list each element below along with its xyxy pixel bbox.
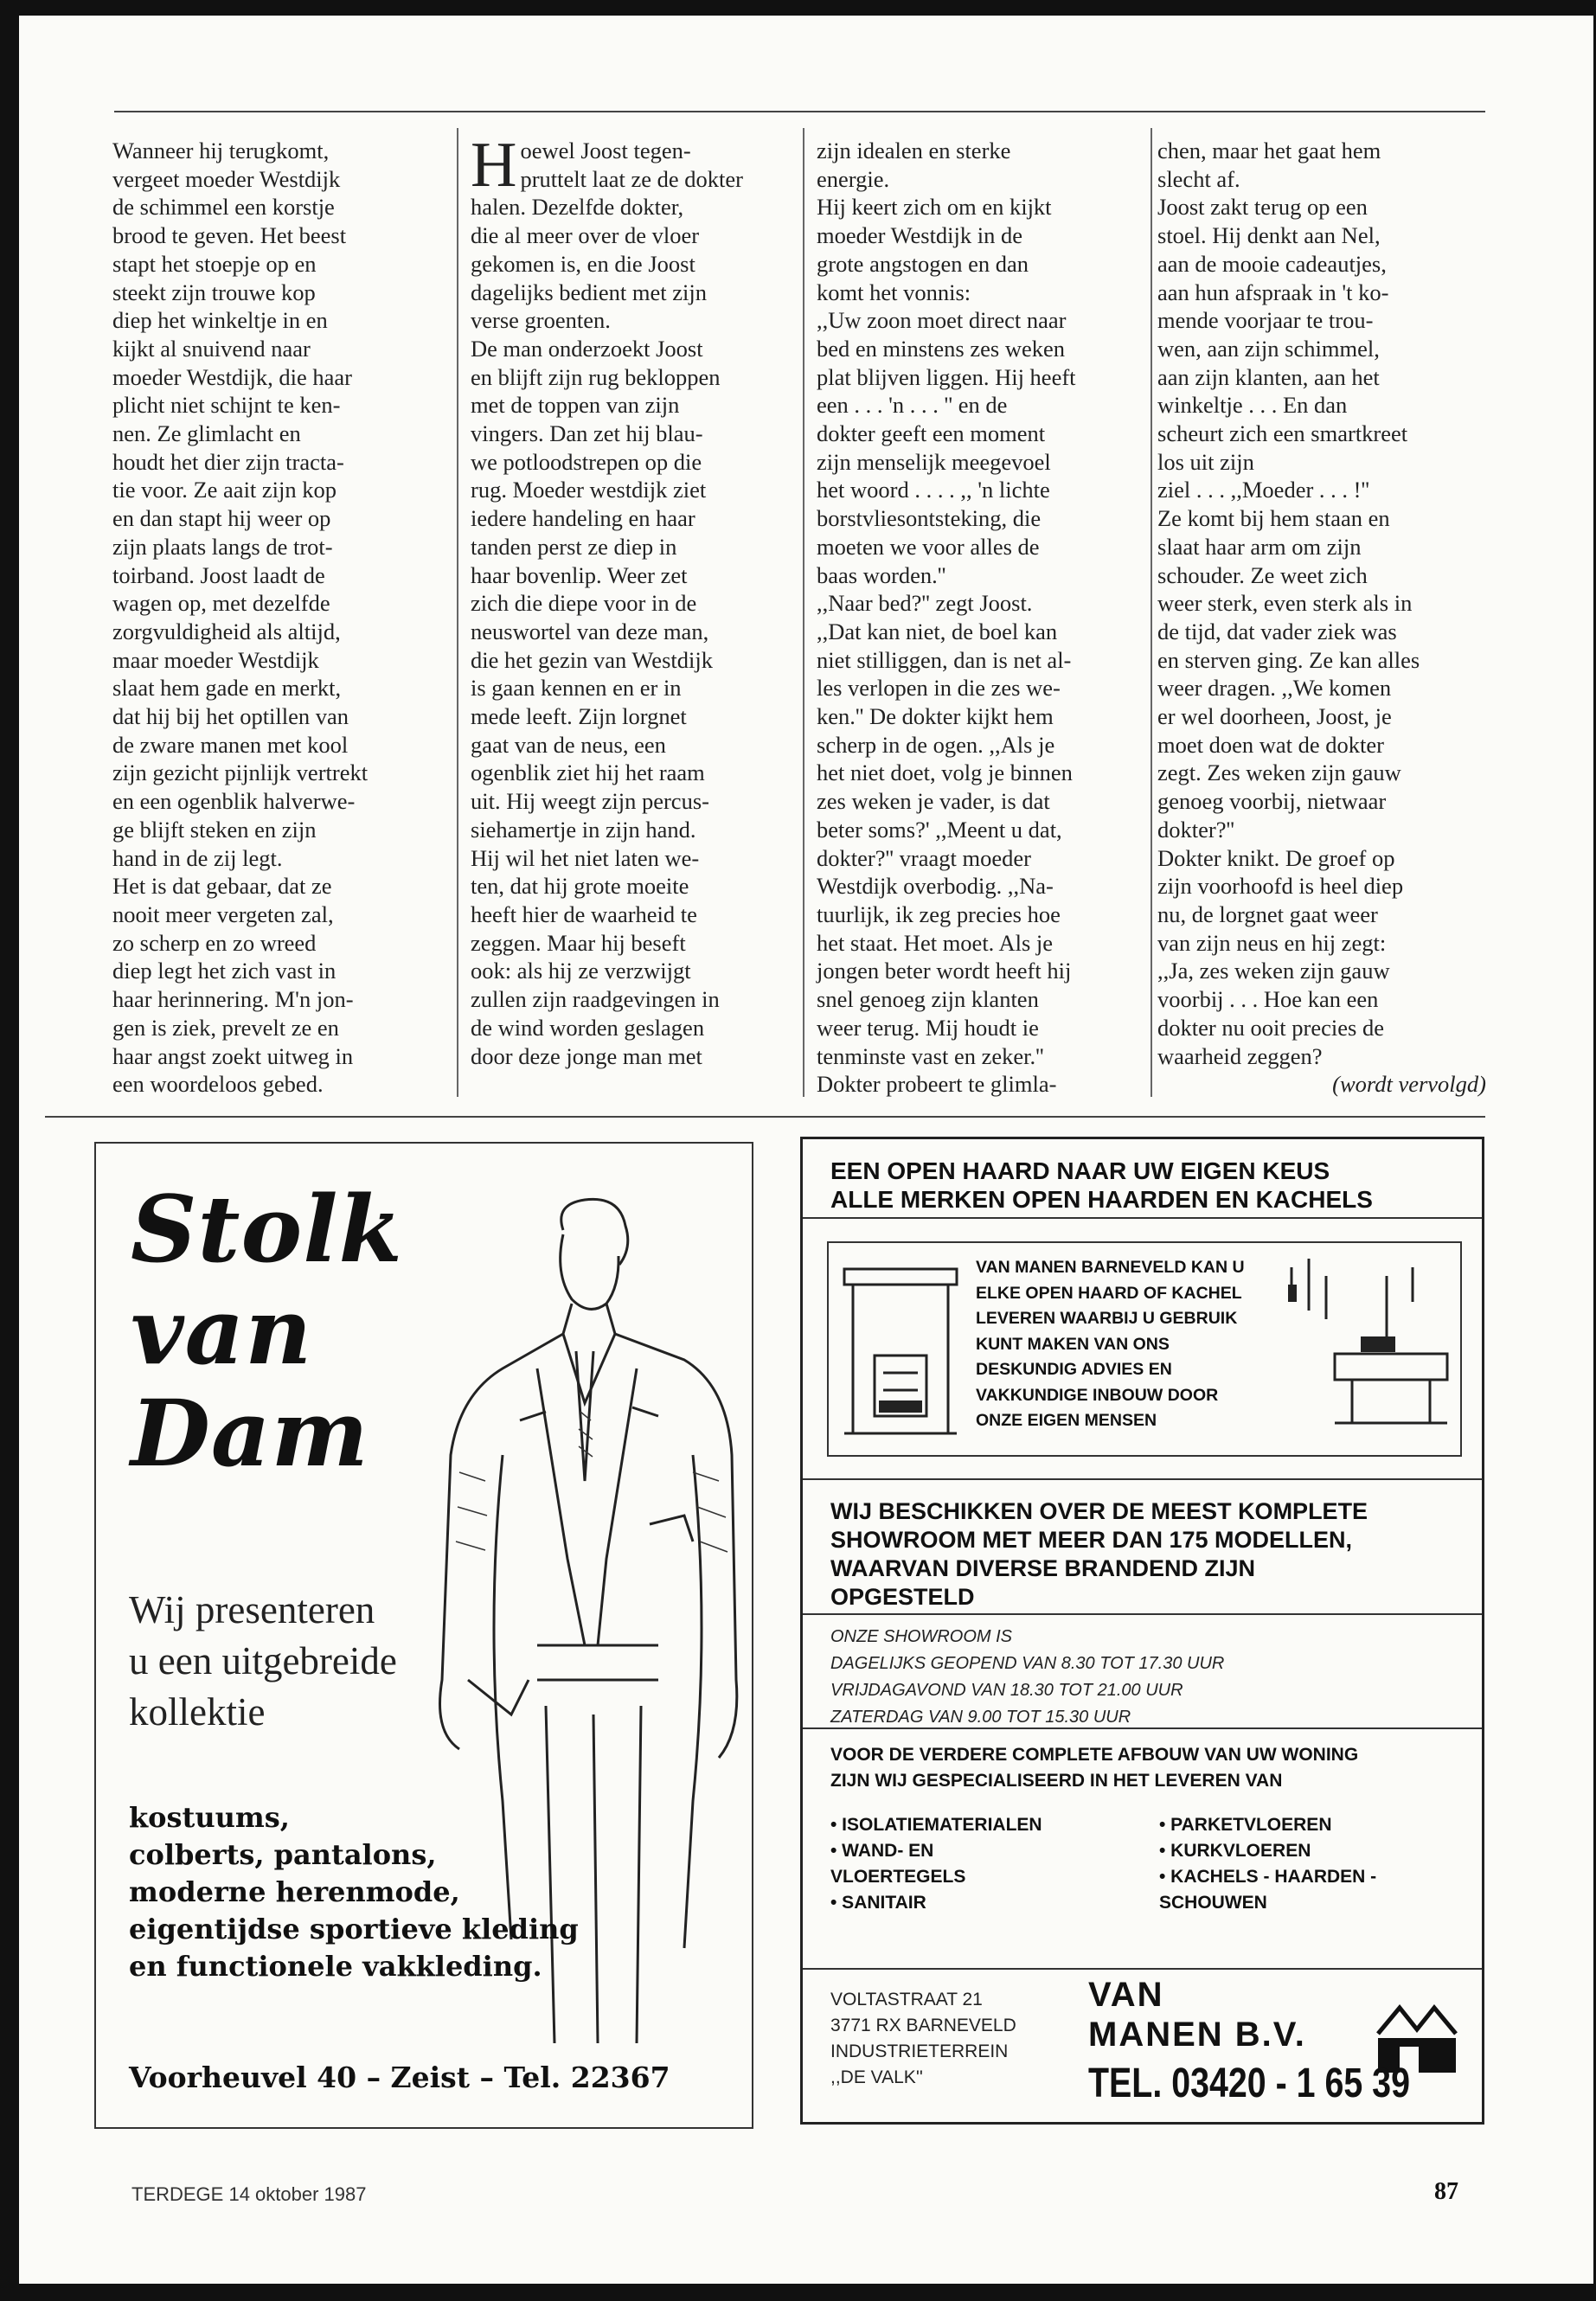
column-2-opening — [471, 130, 799, 201]
showroom-text — [830, 1497, 1368, 1612]
text-line: scheurt zich een smartkreet — [1157, 420, 1408, 447]
text-line: energie. — [817, 165, 890, 192]
text-line: met de toppen van zijn — [471, 392, 680, 419]
headline — [830, 1157, 1373, 1214]
text-line: ,,Ja, zes weken zijn gauw — [1157, 958, 1390, 984]
text-line: door deze jonge man met — [471, 1042, 702, 1069]
drop-cap: H — [471, 130, 517, 201]
text-line: nen. Ze glimlacht en — [112, 420, 301, 447]
services-line: VOOR DE VERDERE COMPLETE AFBOUW VAN UW WONING — [830, 1745, 1359, 1765]
magazine-page — [19, 16, 1593, 2284]
intro-line: u een uitgebreide — [129, 1639, 397, 1682]
text-line: nooit meer vergeten zal, — [112, 901, 334, 927]
service-item: • SANITAIR — [830, 1893, 926, 1913]
hours-line: DAGELIJKS GEOPEND VAN 8.30 TOT 17.30 UUR — [830, 1654, 1225, 1673]
text-line: wagen op, met dezelfde — [112, 590, 330, 617]
product-line: colberts, pantalons, — [129, 1838, 437, 1871]
text-line: voorbij . . . Hoe kan een — [1157, 986, 1379, 1013]
text-line: moet doen wat de dokter — [1157, 731, 1384, 758]
text-line: ge blijft steken en zijn — [112, 816, 317, 843]
hours-line: ZATERDAG VAN 9.00 TOT 15.30 UUR — [830, 1708, 1131, 1727]
headline-line: ALLE MERKEN OPEN HAARDEN EN KACHELS — [830, 1186, 1373, 1213]
text-line: borstvliesontsteking, die — [817, 505, 1042, 532]
service-item: • WAND- EN — [830, 1841, 934, 1861]
text-line: schouder. Ze weet zich — [1157, 561, 1368, 588]
text-line: tie voor. Ze aait zijn kop — [112, 477, 337, 503]
text-line: zijn plaats langs de trot- — [112, 533, 333, 560]
text-line: haar angst zoekt uitweg in — [112, 1042, 354, 1069]
text-line: zorgvuldigheid als altijd, — [112, 618, 341, 644]
service-item: • PARKETVLOEREN — [1159, 1815, 1332, 1835]
text-line: we potloodstrepen op die — [471, 448, 702, 475]
box-text — [976, 1255, 1245, 1434]
text-line: De man onderzoekt Joost — [471, 335, 703, 362]
text-line: plicht niet schijnt te ken- — [112, 392, 341, 419]
text-line: iedere handeling en haar — [471, 505, 695, 532]
text-line: wen, aan zijn schimmel, — [1157, 335, 1380, 362]
text-line: haar bovenlip. Weer zet — [471, 561, 688, 588]
brand-line: Stolk — [131, 1175, 403, 1283]
text-line: gen is ziek, prevelt ze en — [112, 1014, 339, 1041]
text-line: stapt het stoepje op en — [112, 250, 317, 277]
text-line: neuswortel van deze man, — [471, 618, 709, 644]
text-line: en sterven ging. Ze kan alles — [1157, 646, 1420, 673]
text-line: Joost zakt terug op een — [1157, 194, 1368, 221]
text-line: de zware manen met kool — [112, 731, 349, 758]
box-line: ELKE OPEN HAARD OF KACHEL — [976, 1283, 1242, 1303]
text-line: weer sterk, even sterk als in — [1157, 590, 1413, 617]
column-divider — [457, 128, 458, 1097]
text-line: uit. Hij weegt zijn percus- — [471, 788, 709, 815]
showroom-line: SHOWROOM MET MEER DAN 175 MODELLEN, — [830, 1527, 1353, 1553]
van-manen-address — [830, 1987, 1016, 2091]
text-line: dokter nu ooit precies de — [1157, 1014, 1384, 1041]
service-item: • KACHELS - HAARDEN - — [1159, 1867, 1377, 1887]
text-line: halen. Dezelfde dokter, — [471, 194, 684, 221]
text-line: dat hij bij het optillen van — [112, 703, 349, 730]
text-line: niet stilliggen, dan is net al- — [817, 646, 1072, 673]
text-line: haar herinnering. M'n jon- — [112, 986, 354, 1013]
box-line: VAN MANEN BARNEVELD KAN U — [976, 1258, 1245, 1277]
showroom-line: WIJ BESCHIKKEN OVER DE MEEST KOMPLETE — [830, 1498, 1368, 1524]
text-line: houdt het dier zijn tracta- — [112, 448, 344, 475]
divider — [803, 1727, 1482, 1729]
text-line: en een ogenblik halverwe- — [112, 788, 356, 815]
box-line: DESKUNDIG ADVIES EN — [976, 1360, 1172, 1379]
text-line: aan zijn klanten, aan het — [1157, 363, 1380, 390]
services-list-right — [1159, 1812, 1376, 1916]
text-line: hand in de zij legt. — [112, 844, 283, 871]
service-item: SCHOUWEN — [1159, 1893, 1267, 1913]
name-line: MANEN B.V. — [1088, 2016, 1306, 2054]
text-line: dagelijks bedient met zijn — [471, 279, 708, 305]
showroom-line: WAARVAN DIVERSE BRANDEND ZIJN — [830, 1555, 1256, 1581]
text-line: ook: als hij ze verzwijgt — [471, 958, 691, 984]
address-line: 3771 RX BARNEVELD — [830, 2016, 1016, 2035]
text-line: grote angstogen en dan — [817, 250, 1029, 277]
text-line: zijn idealen en sterke — [817, 138, 1011, 163]
hours-line: ONZE SHOWROOM IS — [830, 1627, 1012, 1646]
text-line: zegt. Zes weken zijn gauw — [1157, 760, 1401, 786]
text-line: pruttelt laat ze de dokter — [520, 165, 743, 192]
text-line: rug. Moeder westdijk ziet — [471, 477, 707, 503]
text-line: slaat hem gade en merkt, — [112, 675, 342, 702]
article-column-4 — [1157, 137, 1486, 1099]
text-line: slecht af. — [1157, 165, 1240, 192]
text-line: verse groenten. — [471, 307, 611, 334]
text-line: scherp in de ogen. ,,Als je — [817, 731, 1055, 758]
footer-publication: TERDEGE 14 oktober 1987 — [131, 2183, 367, 2205]
text-line: baas worden.'' — [817, 561, 946, 588]
text-line: ,,Naar bed?'' zegt Joost. — [817, 590, 1033, 617]
product-line: kostuums, — [129, 1801, 290, 1834]
services-list-left — [830, 1812, 1042, 1916]
text-line: zes weken je vader, is dat — [817, 788, 1050, 815]
text-line: Het is dat gebaar, dat ze — [112, 873, 332, 900]
text-line: moeten we voor alles de — [817, 533, 1040, 560]
text-line: brood te geven. Het beest — [112, 222, 347, 249]
brand-line: van — [131, 1277, 313, 1385]
text-line: Wanneer hij terugkomt, — [112, 138, 330, 163]
van-manen-headline-section — [803, 1139, 1482, 1219]
divider — [803, 1613, 1482, 1615]
address-line: ,,DE VALK'' — [830, 2067, 923, 2087]
text-line: chen, maar het gaat hem — [1157, 138, 1381, 163]
text-line: siehamertje in zijn hand. — [471, 816, 696, 843]
divider — [803, 1968, 1482, 1970]
text-line: slaat haar arm om zijn — [1157, 533, 1362, 560]
text-line: plat blijven liggen. Hij heeft — [817, 363, 1076, 390]
text-line: die al meer over de vloer — [471, 222, 700, 249]
text-line: van zijn neus en hij zegt: — [1157, 929, 1387, 956]
text-line: zijn voorhoofd is heel diep — [1157, 873, 1404, 900]
text-line: dokter?'' vraagt moeder — [817, 844, 1031, 871]
name-line: VAN — [1088, 1976, 1164, 2014]
text-line: ken.'' De dokter kijkt hem — [817, 703, 1054, 730]
text-line: dokter?'' — [1157, 816, 1235, 843]
text-line: gekomen is, en die Joost — [471, 250, 695, 277]
text-line: moeder Westdijk, die haar — [112, 363, 353, 390]
text-line: Ze komt bij hem staan en — [1157, 505, 1390, 532]
service-item: • ISOLATIEMATERIALEN — [830, 1815, 1042, 1835]
text-line: de tijd, dat vader ziek was — [1157, 618, 1397, 644]
column-2-body — [471, 193, 799, 1070]
van-manen-telephone: TEL. 03420 - 1 65 39 — [1088, 2061, 1410, 2106]
fireplace-illustration — [836, 1252, 965, 1446]
text-line: zo scherp en zo wreed — [112, 929, 317, 956]
text-line: mende voorjaar te trou- — [1157, 307, 1374, 334]
text-line: oewel Joost tegen- — [520, 138, 691, 163]
text-line: er wel doorheen, Joost, je — [1157, 703, 1392, 730]
column-divider — [1151, 128, 1152, 1097]
service-item: • KURKVLOEREN — [1159, 1841, 1311, 1861]
fireplace-box — [827, 1241, 1462, 1457]
text-line: kijkt al snuivend naar — [112, 335, 311, 362]
article-column-3 — [817, 137, 1145, 1099]
text-line: zullen zijn raadgevingen in — [471, 986, 720, 1013]
stolk-product-list — [129, 1799, 579, 1985]
text-line: diep het winkeltje in en — [112, 307, 328, 334]
stolk-van-dam-ad — [94, 1142, 753, 2129]
text-line: bed en minstens zes weken — [817, 335, 1065, 362]
text-line: stoel. Hij denkt aan Nel, — [1157, 222, 1381, 249]
headline-line: EEN OPEN HAARD NAAR UW EIGEN KEUS — [830, 1157, 1330, 1184]
box-line: ONZE EIGEN MENSEN — [976, 1411, 1157, 1430]
middle-rule — [45, 1116, 1485, 1118]
interior-illustration — [1283, 1250, 1456, 1449]
product-line: moderne herenmode, — [129, 1875, 460, 1908]
text-line: ten, dat hij grote moeite — [471, 873, 689, 900]
text-line: Dokter probeert te glimla- — [817, 1071, 1057, 1098]
text-line: gaat van de neus, een — [471, 731, 666, 758]
hours-line: VRIJDAGAVOND VAN 18.30 TOT 21.00 UUR — [830, 1681, 1183, 1700]
stolk-brand — [131, 1175, 403, 1487]
page-number: 87 — [1434, 2178, 1458, 2205]
text-line: aan de mooie cadeautjes, — [1157, 250, 1387, 277]
product-line: en functionele vakkleding. — [129, 1950, 542, 1983]
stolk-intro — [129, 1585, 492, 1738]
column-divider — [803, 128, 804, 1097]
text-line: tanden perst ze diep in — [471, 533, 677, 560]
article-column-1 — [112, 137, 441, 1099]
text-line: het woord . . . . ,, 'n lichte — [817, 477, 1050, 503]
text-line: genoeg voorbij, nietwaar — [1157, 788, 1387, 815]
text-line: en blijft zijn rug bekloppen — [471, 363, 721, 390]
intro-line: Wij presenteren — [129, 1588, 375, 1631]
text-line: komt het vonnis: — [817, 279, 971, 305]
text-line: de wind worden geslagen — [471, 1014, 705, 1041]
van-manen-ad — [800, 1137, 1484, 2125]
showroom-line: OPGESTELD — [830, 1584, 975, 1610]
text-line: zijn menselijk meegevoel — [817, 448, 1051, 475]
text-line: jongen beter wordt heeft hij — [817, 958, 1072, 984]
services-line: ZIJN WIJ GESPECIALISEERD IN HET LEVEREN VAN — [830, 1771, 1283, 1791]
text-line: vingers. Dan zet hij blau- — [471, 420, 703, 447]
top-rule — [114, 111, 1485, 112]
text-line: waarheid zeggen? — [1157, 1042, 1323, 1069]
text-line: mede leeft. Zijn lorgnet — [471, 703, 687, 730]
box-line: KUNT MAKEN VAN ONS — [976, 1334, 1170, 1354]
divider — [803, 1478, 1482, 1480]
box-line: VAKKUNDIGE INBOUW DOOR — [976, 1385, 1219, 1405]
text-line: les verlopen in die zes we- — [817, 675, 1061, 702]
text-line: ogenblik ziet hij het raam — [471, 760, 705, 786]
text-line: steekt zijn trouwe kop — [112, 279, 316, 305]
text-line: snel genoeg zijn klanten — [817, 986, 1039, 1013]
text-line: ,,Uw zoon moet direct naar — [817, 307, 1067, 334]
text-line: het niet doet, volg je binnen — [817, 760, 1073, 786]
column-4-body — [1157, 137, 1486, 1070]
text-line: ,,Dat kan niet, de boel kan — [817, 618, 1058, 644]
intro-line: kollektie — [129, 1690, 266, 1734]
text-line: zijn gezicht pijnlijk vertrekt — [112, 760, 369, 786]
text-line: een woordeloos gebed. — [112, 1071, 324, 1098]
text-line: Westdijk overbodig. ,,Na- — [817, 873, 1054, 900]
text-line: en dan stapt hij weer op — [112, 505, 331, 532]
services-intro — [830, 1742, 1358, 1794]
text-line: ziel . . . ,,Moeder . . . !'' — [1157, 477, 1370, 503]
opening-hours — [830, 1624, 1224, 1731]
text-line: weer terug. Mij houdt ie — [817, 1014, 1039, 1041]
text-line: toirband. Joost laadt de — [112, 561, 325, 588]
address-line: INDUSTRIETERREIN — [830, 2041, 1009, 2061]
text-line: nu, de lorgnet gaat weer — [1157, 901, 1378, 927]
text-line: Hij wil het niet laten we- — [471, 844, 700, 871]
text-line: beter soms?' ,,Meent u dat, — [817, 816, 1062, 843]
text-line: vergeet moeder Westdijk — [112, 165, 341, 192]
text-line: zich die diepe voor in de — [471, 590, 697, 617]
text-line: moeder Westdijk in de — [817, 222, 1023, 249]
text-line: tenminste vast en zeker.'' — [817, 1042, 1044, 1069]
service-item: VLOERTEGELS — [830, 1867, 966, 1887]
text-line: het staat. Het moet. Als je — [817, 929, 1054, 956]
text-line: tuurlijk, ik zeg precies hoe — [817, 901, 1061, 927]
text-line: Dokter knikt. De groef op — [1157, 844, 1395, 871]
text-line: is gaan kennen en er in — [471, 675, 682, 702]
text-line: aan hun afspraak in 't ko- — [1157, 279, 1389, 305]
address-line: VOLTASTRAAT 21 — [830, 1990, 983, 2009]
text-line: zeggen. Maar hij beseft — [471, 929, 686, 956]
text-line: Hij keert zich om en kijkt — [817, 194, 1052, 221]
text-line: diep legt het zich vast in — [112, 958, 337, 984]
box-line: LEVEREN WAARBIJ U GEBRUIK — [976, 1309, 1238, 1328]
article-column-2 — [471, 130, 799, 1070]
text-line: weer dragen. ,,We komen — [1157, 675, 1392, 702]
text-line: dokter geeft een moment — [817, 420, 1046, 447]
to-be-continued: (wordt vervolgd) — [1332, 1071, 1486, 1098]
text-line: winkeltje . . . En dan — [1157, 392, 1348, 419]
text-line: de schimmel een korstje — [112, 194, 335, 221]
brand-line: Dam — [131, 1379, 369, 1487]
text-line: heeft hier de waarheid te — [471, 901, 697, 927]
text-line: los uit zijn — [1157, 448, 1254, 475]
van-manen-name — [1088, 1975, 1306, 2054]
product-line: eigentijdse sportieve kleding — [129, 1913, 579, 1945]
stolk-address: Voorheuvel 40 – Zeist – Tel. 22367 — [129, 2061, 670, 2094]
text-line: een . . . 'n . . . '' en de — [817, 392, 1008, 419]
text-line: maar moeder Westdijk — [112, 646, 319, 673]
text-line: die het gezin van Westdijk — [471, 646, 713, 673]
